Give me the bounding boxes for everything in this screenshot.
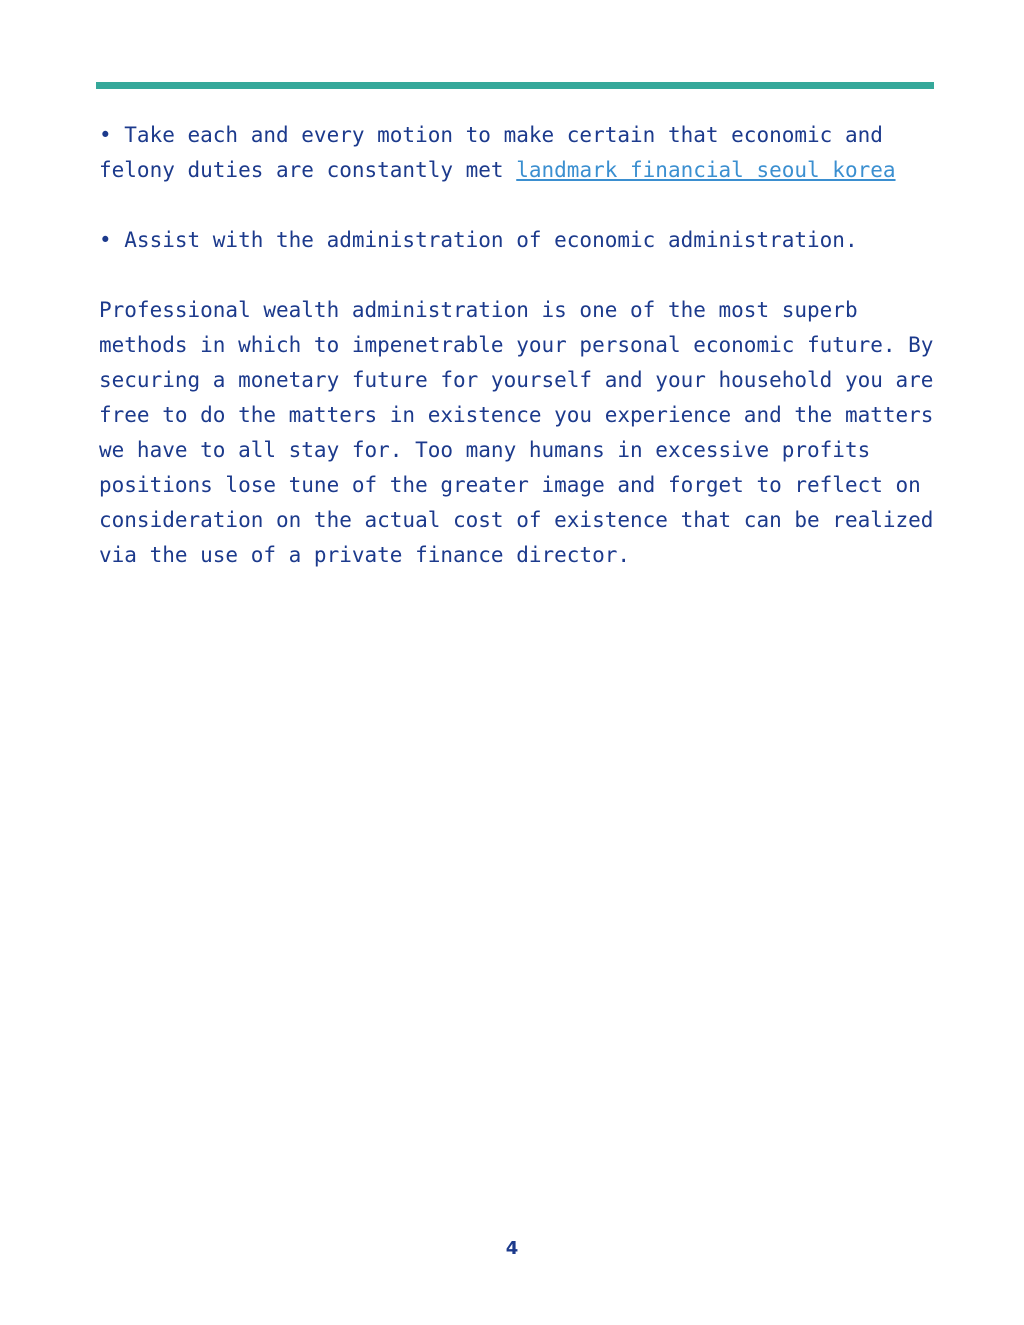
page-number: 4 <box>505 1238 519 1259</box>
bullet-item-duties-text: • Take each and every motion to make certain that economic and felony duties are constantly met <box>99 123 883 182</box>
bullet-item-duties <box>99 118 939 188</box>
body-paragraph: Professional wealth administration is one of the most superb methods in which to impenetrable your personal economic future. By securing a monetary future for yourself and your household you are free to do the matters in existence you experience and the matters we have to all stay for. Too many humans in excessive profits positions lose tune of the greater image and forget to reflect on consideration on the actual cost of existence that can be realized via the use of a private finance director. <box>99 298 934 567</box>
bullet-item-assist: • Assist with the administration of economic administration. <box>99 228 858 252</box>
document-body <box>99 118 939 608</box>
landmark-financial-link[interactable]: landmark financial seoul korea <box>516 158 896 182</box>
header-divider <box>96 82 934 89</box>
